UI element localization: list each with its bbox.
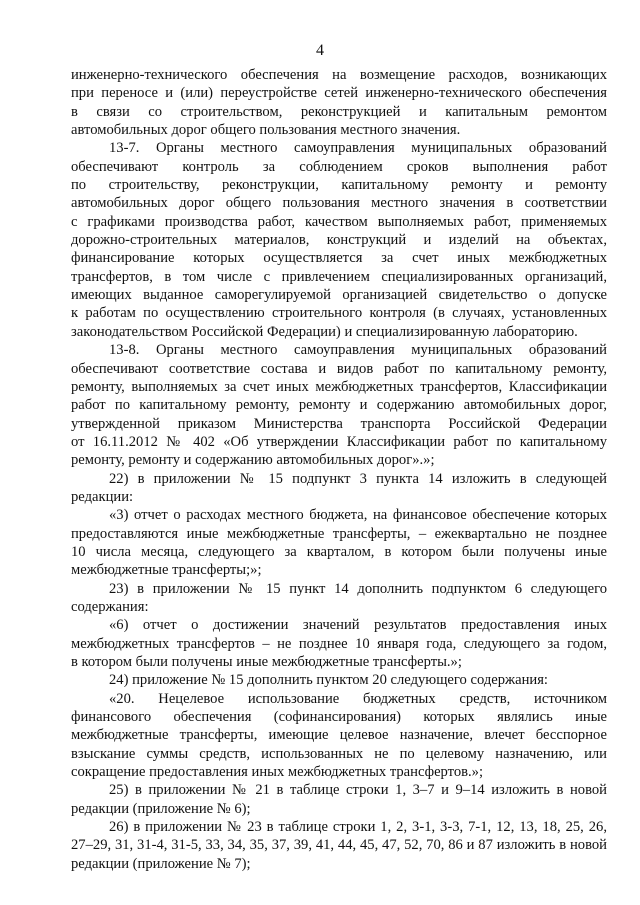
text-line: при переносе и (или) переустройстве сетей инженерно-технического обеспечения [71,85,607,102]
text-line: межбюджетных трансфертов – не позднее 10 января года, следующего за годом, [71,635,607,652]
text-line: «3) отчет о расходах местного бюджета, на финансовое обеспечение которых [109,507,607,524]
paragraph-p-24-quote [71,690,607,782]
text-line: законодательством Российской Федерации) и специализированную лабораторию. [71,323,578,340]
text-line: в котором были получены иные межбюджетные трансферты.»; [71,654,462,670]
text-line: взыскание суммы средств, использованных не по целевому назначению, или [71,745,607,762]
text-line: редакции (приложение № 7); [71,855,251,872]
text-line: инженерно-технического обеспечения на возмещение расходов, возникающих [71,67,607,83]
text-line: с графиками производства работ, качеством выполняемых работ, применяемых [71,213,607,230]
text-line: 10 числа месяца, следующего за кварталом, в котором были получены иные [71,543,607,560]
text-line: в связи со строительством, реконструкцией и капитальным ремонтом [71,103,607,120]
paragraph-p-continuation [71,66,607,139]
text-line: предоставляются иные межбюджетные трансферты, – ежеквартально не позднее [71,525,607,542]
text-line: к работам по осуществлению строительного контроля (в случаях, установленных [71,305,607,322]
text-line: редакции: [71,488,134,505]
text-line: 25) в приложении № 21 в таблице строки 1, 3–7 и 9–14 изложить в новой [109,782,607,799]
text-line: 26) в приложении № 23 в таблице строки 1, 2, 3-1, 3-3, 7-1, 12, 13, 18, 25, 26, [109,819,607,836]
text-line: трансфертов, в том числе с привлечением специализированных организаций, [71,268,607,285]
text-line: «6) отчет о достижении значений результатов предоставления иных [109,617,607,634]
text-line: межбюджетные трансферты;»; [71,562,262,579]
paragraph-p-26 [71,818,607,873]
text-line: обеспечивают соответствие состава и видов работ по капитальному ремонту, [71,360,607,377]
text-line: работ по капитальному ремонту, ремонту и содержанию автомобильных дорог, [71,397,607,414]
text-line: 13-8. Органы местного самоуправления муниципальных образований [109,342,607,359]
paragraph-p-23-quote [71,616,607,671]
text-line: межбюджетные трансферты, имеющие целевое назначение, влечет бесспорное [71,727,607,744]
text-line: 24) приложение № 15 дополнить пунктом 20 следующего содержания: [109,672,548,689]
paragraph-p-22-quote [71,506,607,579]
text-line: «20. Нецелевое использование бюджетных средств, источником [109,690,607,707]
text-line: от 16.11.2012 № 402 «Об утверждении Классификации работ по капитальному [71,433,607,450]
text-line: редакции (приложение № 6); [71,800,251,817]
paragraph-p-23 [71,580,607,617]
text-line: сокращение предоставления иных межбюджетных трансфертов.»; [71,764,484,781]
text-line: автомобильных дорог общего пользования местного значения. [71,122,461,139]
document-body [71,66,607,873]
text-line: обеспечивают контроль за соблюдением сроков выполнения работ [71,158,607,175]
text-line: автомобильных дорог общего пользования местного значения в соответствии [71,195,607,212]
text-line: 22) в приложении № 15 подпункт 3 пункта 14 изложить в следующей [109,470,607,487]
paragraph-p-24 [71,671,607,689]
text-line: финансирование которых осуществляется за счет иных межбюджетных [71,250,607,267]
text-line: 27–29, 31, 31-4, 31-5, 33, 34, 35, 37, 39, 41, 44, 45, 47, 52, 70, 86 и 87 изложить в новой [71,837,607,854]
text-line: ремонту, ремонту и содержанию автомобильных дорог».»; [71,452,435,469]
text-line: имеющих выданное саморегулируемой организацией свидетельство о допуске [71,287,607,304]
page-number: 4 [316,42,324,59]
text-line: по строительству, реконструкции, капитальному ремонту и ремонту [71,177,607,194]
text-line: содержания: [71,598,149,615]
text-line: 13-7. Органы местного самоуправления муниципальных образований [109,140,607,157]
paragraph-p-22 [71,470,607,507]
text-line: 23) в приложении № 15 пункт 14 дополнить подпунктом 6 следующего [109,580,607,597]
paragraph-p-13-7 [71,139,607,341]
text-line: утвержденной приказом Министерства транспорта Российской Федерации [71,415,607,432]
text-line: дорожно-строительных материалов, конструкций и изделий на объектах, [71,232,607,249]
paragraph-p-13-8 [71,341,607,469]
text-line: ремонту, выполняемых за счет иных межбюджетных трансфертов, Классификации [71,378,607,395]
text-line: финансового обеспечения (софинансирования) которых являлись иные [71,709,607,726]
paragraph-p-25 [71,781,607,818]
